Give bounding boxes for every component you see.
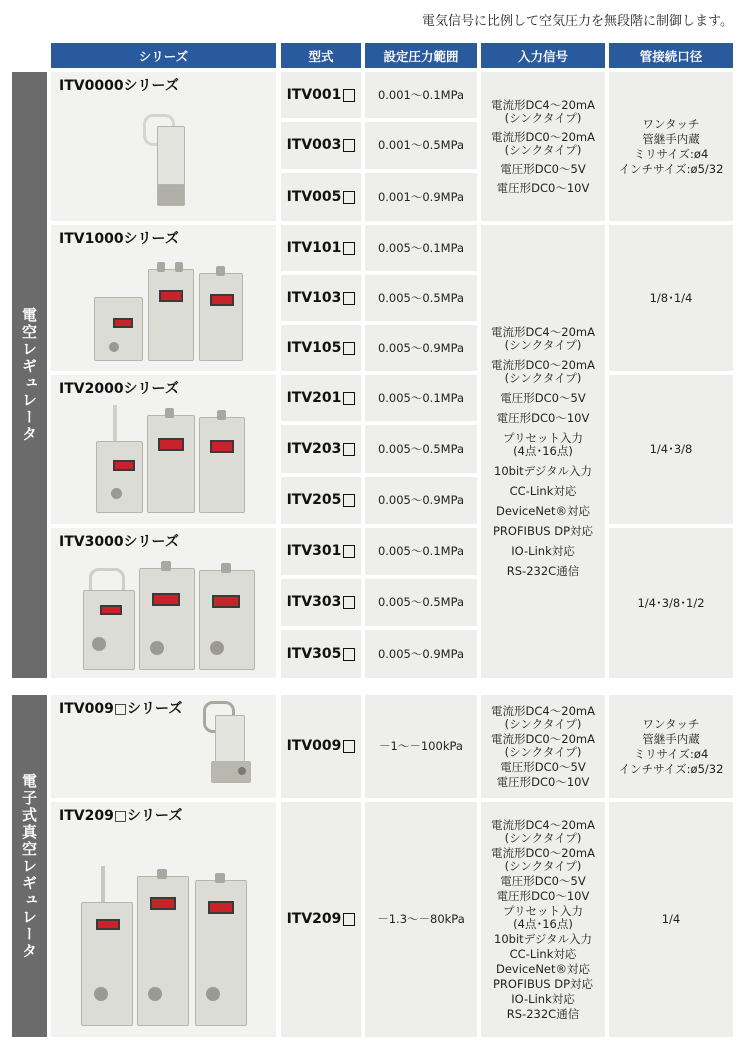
signal-item: 電流形DC0～20mA xyxy=(491,845,595,860)
pressure-itv009: －1～－100kPa xyxy=(365,695,477,798)
signal-item: (シンクタイプ) xyxy=(504,858,582,873)
category-vacuum xyxy=(12,695,47,1037)
signal-item: DeviceNet®対応 xyxy=(495,503,590,518)
port-item: ミリサイズ:ø4 xyxy=(633,146,709,161)
model-itv301: ITV301 xyxy=(281,528,361,575)
signal-item: PROFIBUS DP対応 xyxy=(492,976,594,991)
signal-item: 電圧形DC0～5V xyxy=(500,390,586,405)
series-row-itv1000 xyxy=(51,225,276,371)
pressure-itv301: 0.005～0.1MPa xyxy=(365,528,477,575)
pressure-itv005: 0.001～0.9MPa xyxy=(365,173,477,221)
port-itv009 xyxy=(609,695,733,798)
signal-item: IO-Link対応 xyxy=(511,543,575,558)
signal-item: 電流形DC0～20mA xyxy=(491,129,595,144)
signal-item: 電流形DC0～20mA xyxy=(491,357,595,372)
signal-item: 電圧形DC0～10V xyxy=(496,774,590,789)
series-row-itv0000 xyxy=(51,72,276,221)
signal-item: RS-232C通信 xyxy=(506,563,580,578)
header-signal: 入力信号 xyxy=(481,43,605,68)
series-row-itv209 xyxy=(51,802,276,1037)
port-itv2000: 1/4･3/8 xyxy=(609,375,733,524)
signal-item: プリセット入力 xyxy=(503,430,583,445)
signal-item: 10bitデジタル入力 xyxy=(494,463,592,478)
model-itv203: ITV203 xyxy=(281,425,361,473)
signal-item: (シンクタイプ) xyxy=(504,716,582,731)
category-electro-pneumatic-label: 電空レギュレータ xyxy=(20,307,38,443)
series-name: ITV2000シリーズ xyxy=(59,381,179,397)
signal-item: CC-Link対応 xyxy=(509,946,577,961)
signal-item: 10bitデジタル入力 xyxy=(494,931,592,946)
signals-itv209 xyxy=(481,802,605,1037)
top-caption: 電気信号に比例して空気圧力を無段階に制御します。 xyxy=(422,14,733,29)
port-item: インチサイズ:ø5/32 xyxy=(618,761,724,776)
model-itv305: ITV305 xyxy=(281,630,361,678)
signal-item: 電圧形DC0～10V xyxy=(496,180,590,195)
pressure-itv205: 0.005～0.9MPa xyxy=(365,477,477,524)
pressure-itv001: 0.001～0.1MPa xyxy=(365,72,477,118)
signal-item: RS-232C通信 xyxy=(506,1006,580,1021)
pressure-itv209: －1.3～－80kPa xyxy=(365,802,477,1037)
series-name: ITV1000シリーズ xyxy=(59,231,179,247)
signals-itv0000 xyxy=(481,72,605,221)
signal-item: IO-Link対応 xyxy=(511,991,575,1006)
header-model: 型式 xyxy=(281,43,361,68)
product-image xyxy=(51,375,276,524)
model-itv103: ITV103 xyxy=(281,275,361,321)
model-itv009: ITV009 xyxy=(281,695,361,798)
header-series: シリーズ xyxy=(51,43,276,68)
pressure-itv103: 0.005～0.5MPa xyxy=(365,275,477,321)
signal-item: (シンクタイプ) xyxy=(504,110,582,125)
signal-item: (シンクタイプ) xyxy=(504,370,582,385)
signal-item: 電圧形DC0～5V xyxy=(500,759,586,774)
signal-item: (シンクタイプ) xyxy=(504,142,582,157)
model-itv101: ITV101 xyxy=(281,225,361,271)
signal-item: 電流形DC4～20mA xyxy=(491,324,595,339)
port-itv0000 xyxy=(609,72,733,221)
port-item: インチサイズ:ø5/32 xyxy=(618,161,724,176)
pressure-itv203: 0.005～0.5MPa xyxy=(365,425,477,473)
model-itv209: ITV209 xyxy=(281,802,361,1037)
signal-item: CC-Link対応 xyxy=(509,483,577,498)
series-name: ITV209□シリーズ xyxy=(59,808,183,824)
series-row-itv009 xyxy=(51,695,276,798)
port-item: 管継手内蔵 xyxy=(642,731,700,746)
signal-item: 電流形DC4～20mA xyxy=(491,97,595,112)
signal-item: 電流形DC4～20mA xyxy=(491,703,595,718)
model-itv205: ITV205 xyxy=(281,477,361,524)
series-name: ITV3000シリーズ xyxy=(59,534,179,550)
port-itv1000: 1/8･1/4 xyxy=(609,225,733,371)
series-row-itv2000 xyxy=(51,375,276,524)
pressure-itv101: 0.005～0.1MPa xyxy=(365,225,477,271)
product-image xyxy=(51,528,276,678)
signals-itv009 xyxy=(481,695,605,798)
category-electro-pneumatic xyxy=(12,72,47,678)
signal-item: (シンクタイプ) xyxy=(504,744,582,759)
port-item: ワンタッチ xyxy=(642,716,700,731)
pressure-itv003: 0.001～0.5MPa xyxy=(365,122,477,169)
signal-item: 電圧形DC0～10V xyxy=(496,888,590,903)
model-itv005: ITV005 xyxy=(281,173,361,221)
model-itv105: ITV105 xyxy=(281,325,361,371)
signal-item: PROFIBUS DP対応 xyxy=(492,523,594,538)
port-item: ミリサイズ:ø4 xyxy=(633,746,709,761)
signal-item: 電圧形DC0～5V xyxy=(500,161,586,176)
product-image xyxy=(51,802,276,1037)
product-image xyxy=(51,72,276,221)
product-image xyxy=(51,225,276,371)
pressure-itv305: 0.005～0.9MPa xyxy=(365,630,477,678)
model-itv303: ITV303 xyxy=(281,579,361,626)
pressure-itv201: 0.005～0.1MPa xyxy=(365,375,477,421)
model-itv003: ITV003 xyxy=(281,122,361,169)
signal-item: プリセット入力 xyxy=(503,903,583,918)
model-itv001: ITV001 xyxy=(281,72,361,118)
port-item: ワンタッチ xyxy=(642,116,700,131)
signals-itv1000-3000 xyxy=(481,225,605,678)
signal-item: 電圧形DC0～10V xyxy=(496,410,590,425)
port-itv209: 1/4 xyxy=(609,802,733,1037)
signal-item: 電流形DC0～20mA xyxy=(491,731,595,746)
signal-item: 電流形DC4～20mA xyxy=(491,817,595,832)
series-name: ITV0000シリーズ xyxy=(59,78,179,94)
port-itv3000: 1/4･3/8･1/2 xyxy=(609,528,733,678)
signal-item: DeviceNet®対応 xyxy=(495,961,590,976)
series-row-itv3000 xyxy=(51,528,276,678)
product-image xyxy=(51,695,276,798)
signal-item: (シンクタイプ) xyxy=(504,830,582,845)
pressure-itv105: 0.005～0.9MPa xyxy=(365,325,477,371)
header-port: 管接続口径 xyxy=(609,43,733,68)
model-itv201: ITV201 xyxy=(281,375,361,421)
series-name: ITV009□シリーズ xyxy=(59,701,183,717)
signal-item: (シンクタイプ) xyxy=(504,337,582,352)
category-vacuum-label: 電子式真空レギュレータ xyxy=(20,772,38,960)
signal-item: (4点･16点) xyxy=(513,443,573,458)
port-item: 管継手内蔵 xyxy=(642,131,700,146)
pressure-itv303: 0.005～0.5MPa xyxy=(365,579,477,626)
signal-item: (4点･16点) xyxy=(513,916,573,931)
signal-item: 電圧形DC0～5V xyxy=(500,873,586,888)
header-pressure: 設定圧力範囲 xyxy=(365,43,477,68)
